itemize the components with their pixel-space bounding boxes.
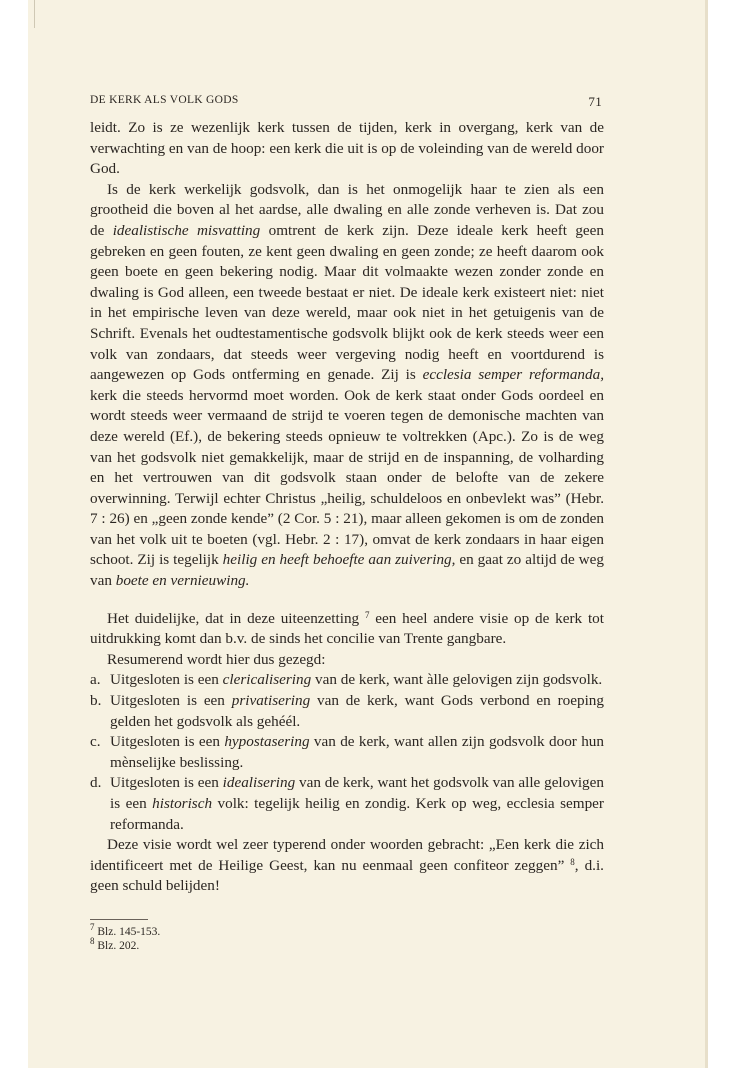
emphasis: privatisering xyxy=(231,692,311,710)
footnotes xyxy=(90,919,310,953)
emphasis: clericalisering xyxy=(222,671,312,689)
paragraph-2: Is de kerk werkelijk godsvolk, dan is het onmogelijk haar te zien als een grootheid die boven al het aardse, alle dwaling en alle zonde verheven is. Dat zou de idealistische misvatting omtrent de kerk zijn. Deze ideale kerk heeft geen gebreken en geen fouten, ze kent geen dwaling en geen zonde; ze heeft daarom ook geen boete en geen bekering nodig. Maar dit volmaakte wezen zonder zonde en dwaling is God alleen, een tweede bestaat er niet. De ideale kerk existeert niet: niet in het empirische leven van deze wereld, maar ook niet in het getuigenis van de Schrift. Evenals het oudtestamentische godsvolk blijkt ook de kerk steeds weer een volk van zondaars, dat steeds weer vergeving nodig heeft en voortdurend is aangewezen op Gods ontferming en genade. Zij is ecclesia semper reformanda, kerk die steeds hervormd moet worden. Ook de kerk staat onder Gods oordeel en wordt steeds weer vermaand de strijd te voeren tegen de demonische machten van deze wereld (Ef.), de bekering steeds opnieuw te voltrekken (Apc.). Zo is de weg van het godsvolk niet gemakkelijk, maar de strijd en de inspanning, de volharding en het vertrouwen van dit godsvolk staan onder de belofte van de zekere overwinning. Terwijl echter Christus „heilig, schuldeloos en onbevlekt was” (Hebr. 7 : 26) en „geen zonde kende” (2 Cor. 5 : 21), maar alleen gekomen is om de zonden van het volk uit te boeten (vgl. Hebr. 2 : 17), omvat de kerk zondaars in haar eigen schoot. Zij is tegelijk heilig en heeft behoefte aan zuivering, en gaat zo altijd de weg van boete en vernieuwing. xyxy=(90,180,604,590)
list-marker: b. xyxy=(90,692,102,710)
emphasis: hypostasering xyxy=(224,733,310,751)
footnote: $^7$ Blz. 145-153. xyxy=(90,922,161,938)
list-item: a. Uitgesloten is een clericalisering van de kerk, want àlle gelovigen zijn godsvolk. xyxy=(90,670,604,691)
paragraph-3: Het duidelijke, dat in deze uiteenzetting $^7$ een heel andere visie op de kerk tot uitdrukking komt dan b.v. de sinds het concilie van Trente gangbare. xyxy=(90,609,604,648)
emphasis: idealisering xyxy=(222,774,296,792)
emphasis: historisch xyxy=(152,795,213,812)
running-title: DE KERK ALS VOLK GODS xyxy=(90,94,239,106)
footnote-mark: 8 xyxy=(90,936,95,946)
paragraph-5: Deze visie wordt wel zeer typerend onder woorden gebracht: „Een kerk die zich identificeert met de Heilige Geest, kan nu eenmaal geen confiteor zeggen” $^8$, d.i. geen schuld belijden! xyxy=(90,836,604,895)
footnote: $^8$ Blz. 202. xyxy=(90,936,140,952)
list-marker: c. xyxy=(90,733,101,751)
paragraph-4: Resumerend wordt hier dus gezegd: xyxy=(107,650,326,668)
emphasis: boete en vernieuwing. xyxy=(115,572,250,590)
running-header xyxy=(90,94,602,110)
list-marker: a. xyxy=(90,671,101,689)
paragraph-1: leidt. Zo is ze wezenlijk kerk tussen de tijden, kerk in overgang, kerk van de verwachting en van de hoop: een kerk die uit is op de voleinding van de wereld door God. xyxy=(90,119,604,178)
scan-margin-left xyxy=(0,0,28,1068)
footnote-mark: 7 xyxy=(90,922,95,932)
list-item: b. Uitgesloten is een privatisering van de kerk, want Gods verbond en roeping gelden het godsvolk als gehéél. xyxy=(90,692,604,730)
list-marker: d. xyxy=(90,774,102,792)
scan-line xyxy=(34,0,35,28)
scan-margin-right xyxy=(708,0,738,1068)
emphasis: idealistische misvatting xyxy=(112,221,261,239)
body-text xyxy=(90,118,604,897)
page-number: 71 xyxy=(588,94,602,109)
emphasis: heilig en heeft behoefte aan zuivering, xyxy=(222,551,456,569)
list-item: c. Uitgesloten is een hypostasering van de kerk, want allen zijn godsvolk door hun mènselijke beslissing. xyxy=(90,733,604,771)
footnote-ref: 8 xyxy=(570,856,575,867)
emphasis: ecclesia semper reformanda, xyxy=(422,366,604,384)
footnote-ref: 7 xyxy=(364,609,370,620)
footnote-rule xyxy=(90,919,148,920)
list-item: d. Uitgesloten is een idealisering van de kerk, want het godsvolk van alle gelovigen is een historisch volk: tegelijk heilig en zondig. Kerk op weg, ecclesia semper reformanda. xyxy=(90,774,604,833)
